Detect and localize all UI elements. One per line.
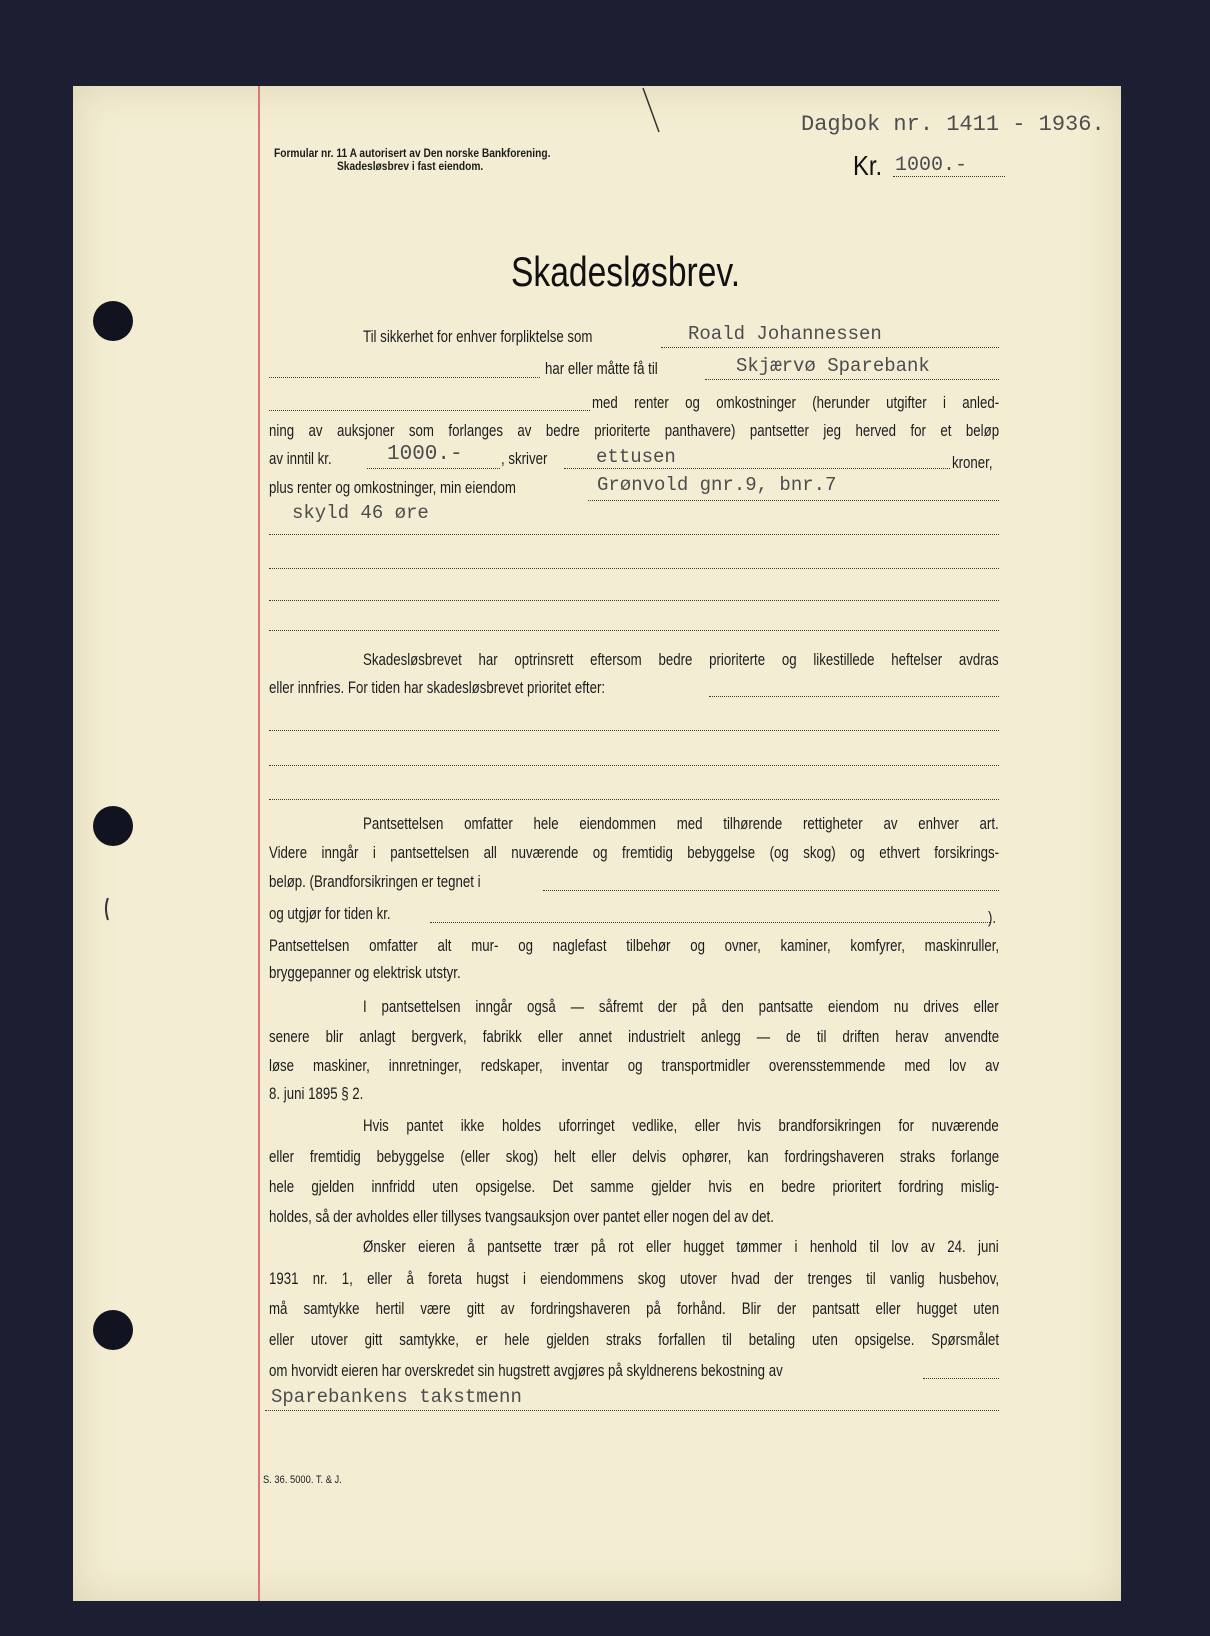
scope-text: Pantsettelsen omfatter alt mur- og naglefast tilbehør og ovner, kaminer, komfyrer, maskinruller, [269, 936, 1000, 955]
blank-field-line [269, 410, 590, 411]
industry-text: løse maskiner, innretninger, redskaper, inventar og transportmidler overensstemmende med lov av [269, 1056, 1000, 1075]
assessor-field-line [923, 1378, 999, 1379]
scope-text: Pantsettelsen omfatter hele eiendommen med tilhørende rettigheter av enhver art. [363, 814, 999, 833]
pledge-amount-words: ettusen [596, 446, 676, 468]
pledge-text: plus renter og omkostninger, min eiendom [269, 478, 516, 497]
assessor-field-line [265, 1410, 999, 1411]
assessor-name: Sparebankens takstmenn [271, 1386, 522, 1408]
property-field-line [588, 500, 999, 501]
timber-text: om hvorvidt eieren har overskredet sin hugstrett avgjøres på skyldnerens bekostning av [269, 1361, 783, 1380]
pledge-text: kroner, [952, 453, 993, 472]
industry-text: 8. juni 1895 § 2. [269, 1084, 364, 1103]
priority-field-line [709, 696, 999, 697]
creditor-field-line [705, 379, 999, 380]
property-field-line [269, 568, 999, 569]
pledge-text: , skriver [501, 449, 548, 468]
amount-field-line [893, 176, 1005, 177]
print-code: S. 36. 5000. T. & J. [263, 1474, 342, 1486]
journal-number: Dagbok nr. 1411 - 1936. [801, 112, 1105, 137]
timber-text: 1931 nr. 1, eller å foreta hugst i eiendommens skog utover hvad der trenges til vanlig husbehov, [269, 1269, 1000, 1288]
form-note-subtitle: Skadesløsbrev i fast eiendom. [337, 159, 484, 173]
timber-text: må samtykke hertil være gitt av fordringshaveren på forhånd. Blir der pantsatt eller hugget uten [269, 1299, 1000, 1318]
debtor-field-line [661, 347, 999, 348]
scope-text: beløp. (Brandforsikringen er tegnet i [269, 872, 481, 891]
scope-text: bryggepanner og elektrisk utstyr. [269, 963, 461, 982]
amount-words-field-line [564, 468, 950, 469]
priority-text: eller innfries. For tiden har skadesløsbrevet prioritet efter: [269, 678, 606, 697]
amount-label: Kr. [853, 150, 883, 181]
creditor-name: Skjærvø Sparebank [736, 355, 930, 377]
industry-text: senere blir anlagt bergverk, fabrikk eller annet industrielt anlegg — de til driften herav anvendte [269, 1027, 1000, 1046]
pledge-text: ning av auksjoner som forlanges av bedre prioriterte panthavere) pantsetter jeg herved for et beløp [269, 421, 1000, 440]
scope-text: Videre inngår i pantsettelsen all nuværende og fremtidig bebyggelse (og skog) og ethvert forsikrings- [269, 843, 1000, 862]
maintenance-text: eller fremtidig bebyggelse (eller skog) helt eller delvis ophører, kan fordringshaveren straks forlange [269, 1147, 1000, 1166]
pledge-text: av inntil kr. [269, 449, 332, 468]
insured-amount-field-line [430, 922, 990, 923]
maintenance-text: hele gjelden innfridd uten opsigelse. Det samme gjelder hvis en bedre prioritert fordring mislig- [269, 1177, 1000, 1196]
amount-value: 1000.- [895, 154, 968, 177]
priority-field-line [269, 730, 999, 731]
maintenance-text: Hvis pantet ikke holdes uforringet vedlike, eller hvis brandforsikringen for nuværende [363, 1116, 999, 1135]
timber-text: Ønsker eieren å pantsette trær på rot eller hugget tømmer i henhold til lov av 24. juni [363, 1237, 999, 1256]
property-field-line [269, 600, 999, 601]
priority-field-line [269, 799, 999, 800]
pledge-text: har eller måtte få til [545, 359, 658, 378]
timber-text: eller utover gitt samtykke, er hele gjelden straks forfallen til betaling uten opsigelse. Spørsmålet [269, 1330, 1000, 1349]
document-title: Skadesløsbrev. [511, 248, 741, 295]
maintenance-text: holdes, så der avholdes eller tillyses tvangsauksjon over pantet eller nogen del av det. [269, 1207, 774, 1226]
property-field-line [269, 630, 999, 631]
pledge-amount: 1000.- [387, 443, 463, 466]
property-name: Grønvold gnr.9, bnr.7 [597, 474, 837, 496]
amount-field-line [367, 468, 500, 469]
pledge-text: Til sikkerhet for enhver forpliktelse som [363, 327, 593, 346]
industry-text: I pantsettelsen inngår også — såfremt der på den pantsatte eiendom nu drives eller [363, 997, 999, 1016]
debtor-name: Roald Johannessen [688, 323, 882, 345]
scope-text: og utgjør for tiden kr. [269, 904, 391, 923]
scope-text: ). [988, 908, 997, 927]
priority-text: Skadesløsbrevet har optrinsrett eftersom bedre prioriterte og likestillede heftelser avdras [363, 650, 999, 669]
insurer-field-line [543, 890, 999, 891]
property-continuation: skyld 46 øre [292, 502, 429, 524]
blank-field-line [269, 377, 540, 378]
priority-field-line [269, 765, 999, 766]
pledge-text: med renter og omkostninger (herunder utgifter i anled- [592, 393, 1000, 412]
property-field-line [269, 534, 999, 535]
form-note: Formular nr. 11 A autorisert av Den norske Bankforening. [274, 146, 551, 160]
